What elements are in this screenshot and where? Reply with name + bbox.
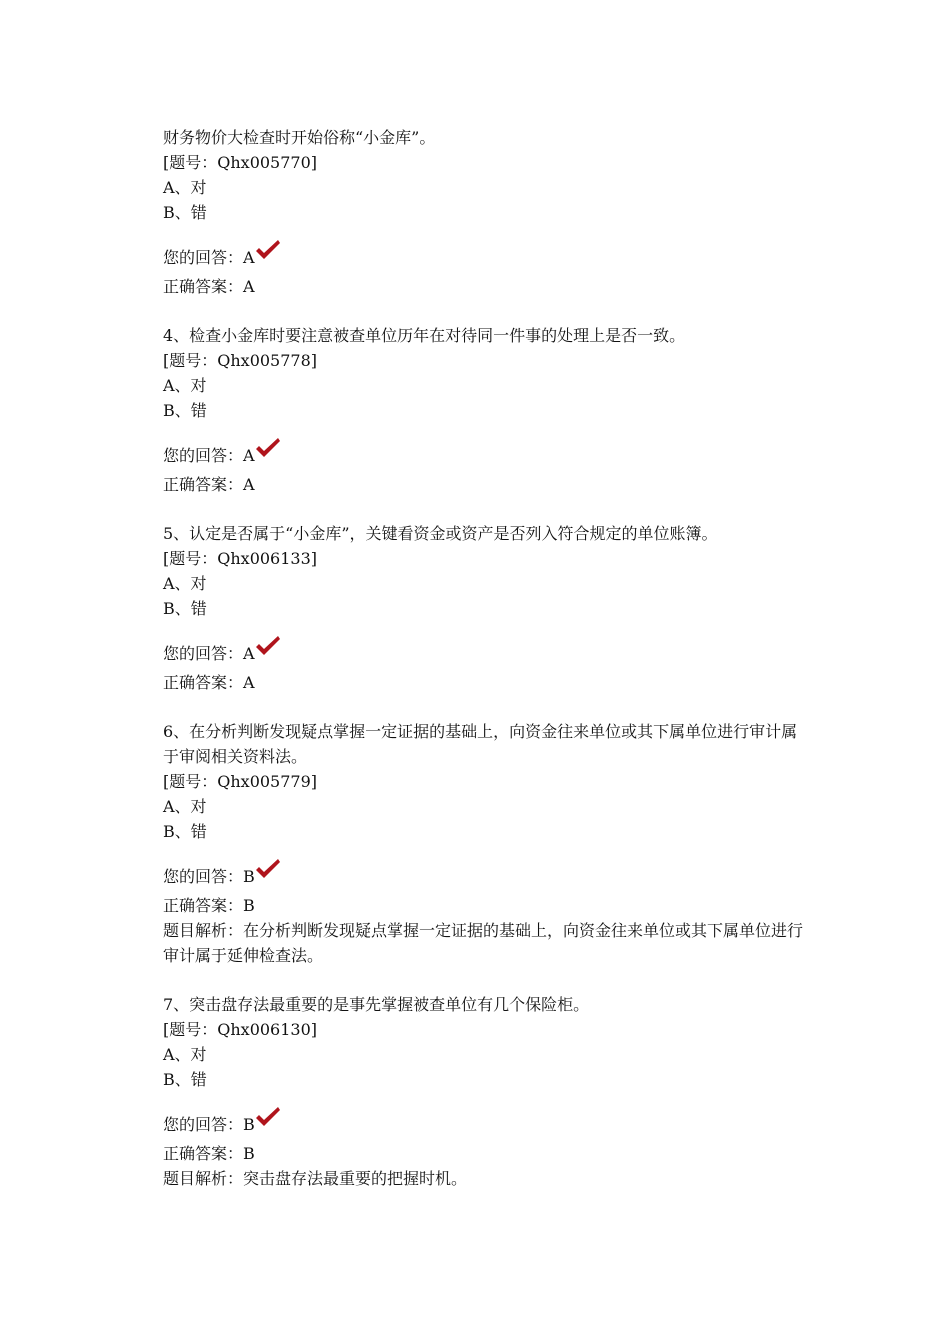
your-answer: 您的回答：B <box>163 1115 255 1134</box>
question-id: [题号：Qhx005778] <box>163 351 318 370</box>
checkmark-icon <box>255 1106 281 1128</box>
question-stem: 6、在分析判断发现疑点掌握一定证据的基础上，向资金往来单位或其下属单位进行审计属于审阅相关资料法。 <box>163 722 798 766</box>
your-answer-row <box>163 858 813 886</box>
question-block <box>163 719 813 968</box>
your-answer: 您的回答：A <box>163 644 255 663</box>
option-a: A、对 <box>163 797 207 816</box>
correct-answer: 正确答案：A <box>163 673 255 692</box>
option-b: B、错 <box>163 822 207 841</box>
question-id: [题号：Qhx006133] <box>163 549 318 568</box>
option-b: B、错 <box>163 599 207 618</box>
option-b: B、错 <box>163 401 207 420</box>
option-a: A、对 <box>163 1045 207 1064</box>
your-answer: 您的回答：A <box>163 446 255 465</box>
question-id: [题号：Qhx005779] <box>163 772 318 791</box>
your-answer-row <box>163 239 813 267</box>
correct-answer: 正确答案：A <box>163 475 255 494</box>
your-answer-row <box>163 635 813 663</box>
document-page <box>163 125 813 1215</box>
your-answer: 您的回答：B <box>163 867 255 886</box>
checkmark-icon <box>255 858 281 880</box>
question-analysis: 题目解析：突击盘存法最重要的把握时机。 <box>163 1169 468 1188</box>
checkmark-icon <box>255 437 281 459</box>
question-stem: 5、认定是否属于“小金库”，关键看资金或资产是否列入符合规定的单位账簿。 <box>163 524 718 543</box>
option-b: B、错 <box>163 1070 207 1089</box>
question-id: [题号：Qhx005770] <box>163 153 318 172</box>
your-answer-row <box>163 1106 813 1134</box>
option-a: A、对 <box>163 376 207 395</box>
option-a: A、对 <box>163 178 207 197</box>
question-stem: 7、突击盘存法最重要的是事先掌握被查单位有几个保险柜。 <box>163 995 590 1014</box>
question-block <box>163 521 813 695</box>
question-block <box>163 323 813 497</box>
question-analysis: 题目解析：在分析判断发现疑点掌握一定证据的基础上，向资金往来单位或其下属单位进行审计属于延伸检查法。 <box>163 921 804 965</box>
question-stem: 财务物价大检查时开始俗称“小金库”。 <box>163 128 436 147</box>
correct-answer: 正确答案：A <box>163 277 255 296</box>
option-a: A、对 <box>163 574 207 593</box>
your-answer-row <box>163 437 813 465</box>
correct-answer: 正确答案：B <box>163 896 255 915</box>
question-stem: 4、检查小金库时要注意被查单位历年在对待同一件事的处理上是否一致。 <box>163 326 686 345</box>
checkmark-icon <box>255 635 281 657</box>
question-block <box>163 125 813 299</box>
checkmark-icon <box>255 239 281 261</box>
option-b: B、错 <box>163 203 207 222</box>
question-block <box>163 992 813 1191</box>
your-answer: 您的回答：A <box>163 248 255 267</box>
correct-answer: 正确答案：B <box>163 1144 255 1163</box>
question-id: [题号：Qhx006130] <box>163 1020 318 1039</box>
